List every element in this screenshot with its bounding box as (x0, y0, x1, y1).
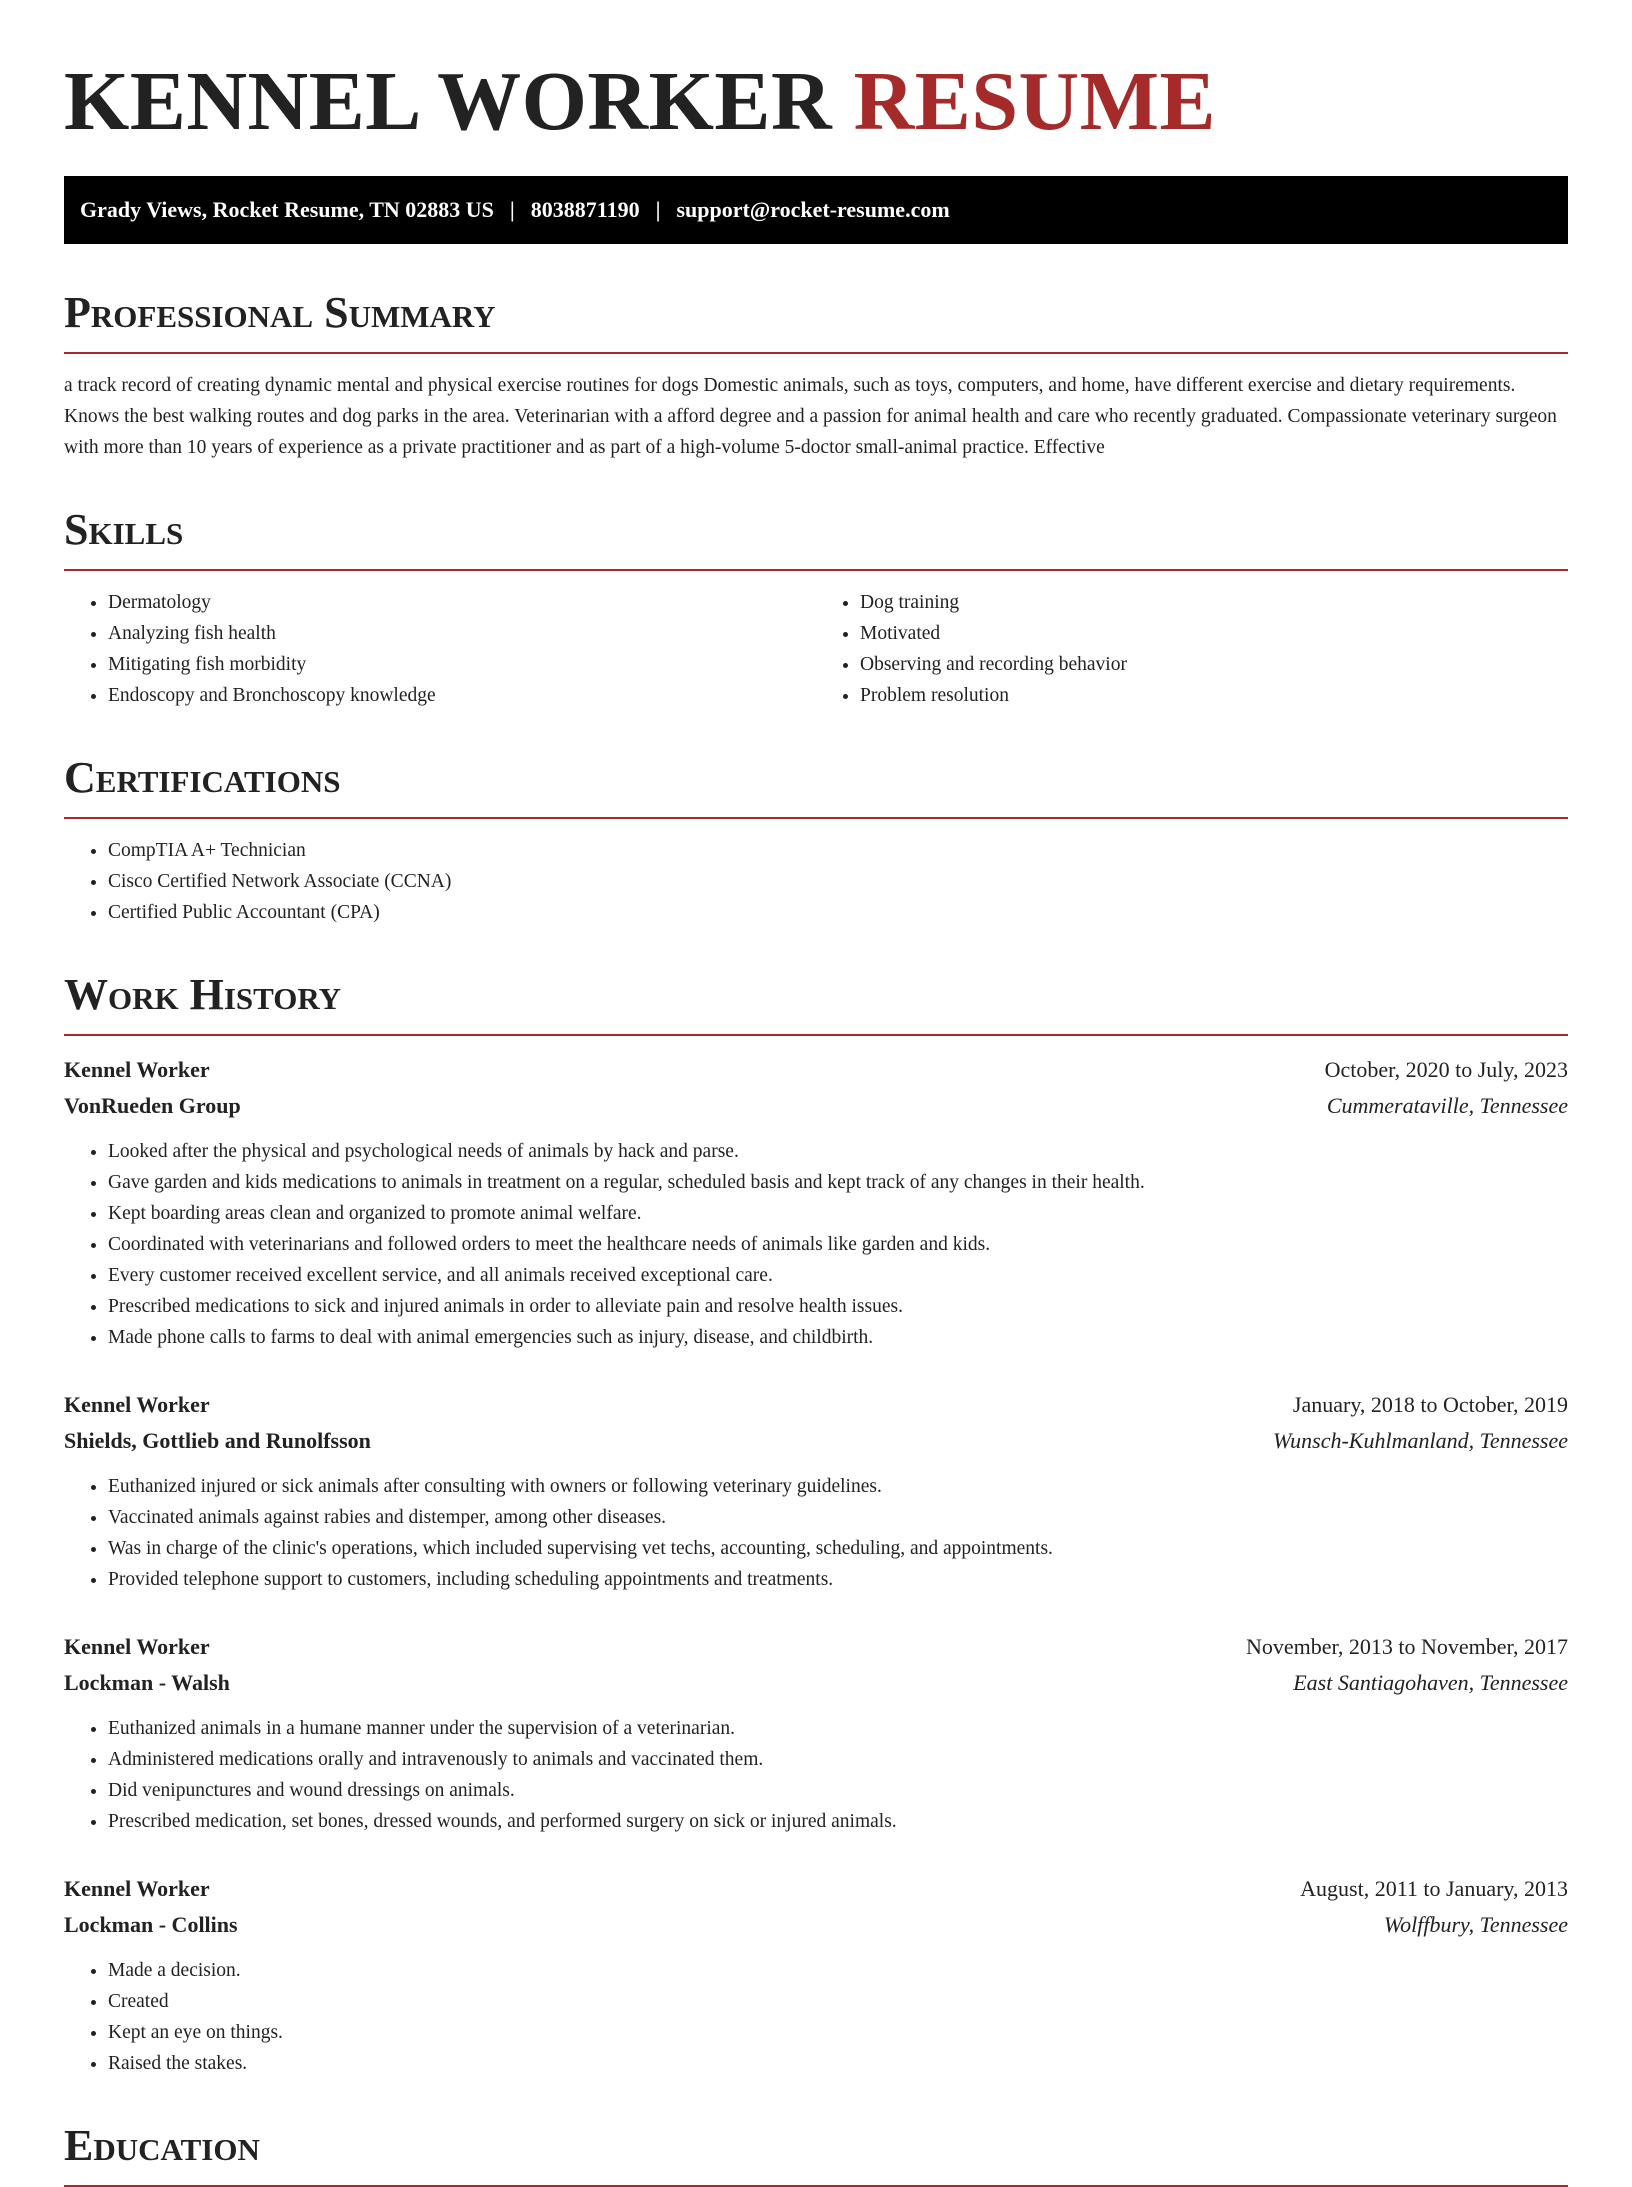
resume-title (64, 52, 1568, 152)
job-title: Kennel Worker (64, 1057, 210, 1082)
skill-item: • Endoscopy and Bronchoscopy knowledge (108, 680, 816, 711)
job-title: Kennel Worker (64, 1392, 210, 1417)
job-duty: • Kept an eye on things. (108, 2017, 1568, 2048)
job-company-row (64, 1423, 1568, 1459)
job-title: Kennel Worker (64, 1634, 210, 1659)
job-location: East Santiagohaven, Tennessee (1293, 1670, 1568, 1695)
skill-item: • Dog training (860, 587, 1568, 618)
skill-item: • Analyzing fish health (108, 618, 816, 649)
job-company: Lockman - Collins (64, 1912, 238, 1937)
job-company: VonRueden Group (64, 1093, 241, 1118)
contact-separator: | (655, 197, 661, 222)
title-accent: RESUME (853, 55, 1217, 148)
skill-item: • Dermatology (108, 587, 816, 618)
job-duty: • Did venipunctures and wound dressings on animals. (108, 1775, 1568, 1806)
job-duty: • Provided telephone support to customers, including scheduling appointments and treatments. (108, 1564, 1568, 1595)
job-duties-list (64, 1955, 1568, 2079)
job-duty: • Raised the stakes. (108, 2048, 1568, 2079)
skills-grid (64, 571, 1568, 711)
resume-page (64, 0, 1568, 2187)
skill-item: • Motivated (860, 618, 1568, 649)
job-duties-list (64, 1713, 1568, 1837)
certifications-section (64, 753, 1568, 928)
job-duty: • Was in charge of the clinic's operations, which included supervising vet techs, accounting, scheduling, and appointments. (108, 1533, 1568, 1564)
education-section (64, 2121, 1568, 2187)
contact-phone: 8038871190 (530, 197, 640, 222)
skills-list-left (64, 587, 816, 711)
job-dates: January, 2018 to October, 2019 (1292, 1392, 1568, 1417)
summary-text: a track record of creating dynamic mental and physical exercise routines for dogs Domestic animals, such as toys, computers, and home, have different exercise and dietary requirements. Knows the best walking routes and dog parks in the area. Veterinarian with a afford degree and a passion for animal health and care who recently graduated. Compassionate veterinary surgeon with more than 10 years of experience as a private practitioner and as part of a high-volume 5-doctor small-animal practice. Effective (64, 375, 1557, 458)
work-history-heading: Work History (64, 970, 1568, 1036)
job-duty: • Euthanized injured or sick animals after consulting with owners or following veterinary guidelines. (108, 1471, 1568, 1502)
certification-item: • CompTIA A+ Technician (108, 835, 1568, 866)
summary-heading: Professional Summary (64, 288, 1568, 354)
job-duty: • Made a decision. (108, 1955, 1568, 1986)
job-company-row (64, 1665, 1568, 1701)
job-duty: • Vaccinated animals against rabies and distemper, among other diseases. (108, 1502, 1568, 1533)
job-duty: • Administered medications orally and intravenously to animals and vaccinated them. (108, 1744, 1568, 1775)
job-duty: • Euthanized animals in a humane manner under the supervision of a veterinarian. (108, 1713, 1568, 1744)
job-duty: • Prescribed medication, set bones, dressed wounds, and performed surgery on sick or injured animals. (108, 1806, 1568, 1837)
job-dates: August, 2011 to January, 2013 (1300, 1876, 1568, 1901)
certification-item: • Certified Public Accountant (CPA) (108, 897, 1568, 928)
work-history-section (64, 970, 1568, 2079)
certifications-list (64, 835, 1568, 928)
job-header-row (64, 1387, 1568, 1423)
certification-item: • Cisco Certified Network Associate (CCNA) (108, 866, 1568, 897)
skills-list-right (816, 587, 1568, 711)
job-location: Cummerataville, Tennessee (1326, 1093, 1568, 1118)
certifications-heading: Certifications (64, 753, 1568, 819)
job-company-row (64, 1907, 1568, 1943)
job-duty: • Prescribed medications to sick and injured animals in order to alleviate pain and resolve health issues. (108, 1291, 1568, 1322)
job-dates: November, 2013 to November, 2017 (1245, 1634, 1568, 1659)
job-duty: • Coordinated with veterinarians and followed orders to meet the healthcare needs of animals like garden and kids. (108, 1229, 1568, 1260)
skill-item: • Observing and recording behavior (860, 649, 1568, 680)
job-entry (64, 1629, 1568, 1837)
skill-item: • Problem resolution (860, 680, 1568, 711)
skills-section (64, 505, 1568, 711)
job-company: Lockman - Walsh (64, 1670, 230, 1695)
job-duties-list (64, 1471, 1568, 1595)
contact-email: support@rocket-resume.com (676, 197, 950, 222)
contact-separator: | (509, 197, 515, 222)
job-duty: • Looked after the physical and psychological needs of animals by hack and parse. (108, 1136, 1568, 1167)
job-header-row (64, 1629, 1568, 1665)
job-duty: • Every customer received excellent service, and all animals received exceptional care. (108, 1260, 1568, 1291)
job-entry (64, 1387, 1568, 1595)
job-entry (64, 1052, 1568, 1353)
job-duty: • Gave garden and kids medications to animals in treatment on a regular, scheduled basis and kept track of any changes in their health. (108, 1167, 1568, 1198)
job-company: Shields, Gottlieb and Runolfsson (64, 1428, 371, 1453)
job-entry (64, 1871, 1568, 2079)
job-header-row (64, 1871, 1568, 1907)
title-main: KENNEL WORKER (64, 55, 833, 148)
job-company-row (64, 1088, 1568, 1124)
job-location: Wolffbury, Tennessee (1383, 1912, 1568, 1937)
job-location: Wunsch-Kuhlmanland, Tennessee (1273, 1428, 1568, 1453)
job-duty: • Kept boarding areas clean and organized to promote animal welfare. (108, 1198, 1568, 1229)
job-duty: • Made phone calls to farms to deal with animal emergencies such as injury, disease, and childbirth. (108, 1322, 1568, 1353)
contact-bar (64, 176, 1568, 244)
job-duty: • Created (108, 1986, 1568, 2017)
job-dates: October, 2020 to July, 2023 (1324, 1057, 1568, 1082)
job-duties-list (64, 1136, 1568, 1353)
job-title: Kennel Worker (64, 1876, 210, 1901)
summary-section (64, 288, 1568, 463)
job-header-row (64, 1052, 1568, 1088)
education-heading: Education (64, 2121, 1568, 2187)
skill-item: • Mitigating fish morbidity (108, 649, 816, 680)
skills-heading: Skills (64, 505, 1568, 571)
contact-address: Grady Views, Rocket Resume, TN 02883 US (80, 197, 494, 222)
